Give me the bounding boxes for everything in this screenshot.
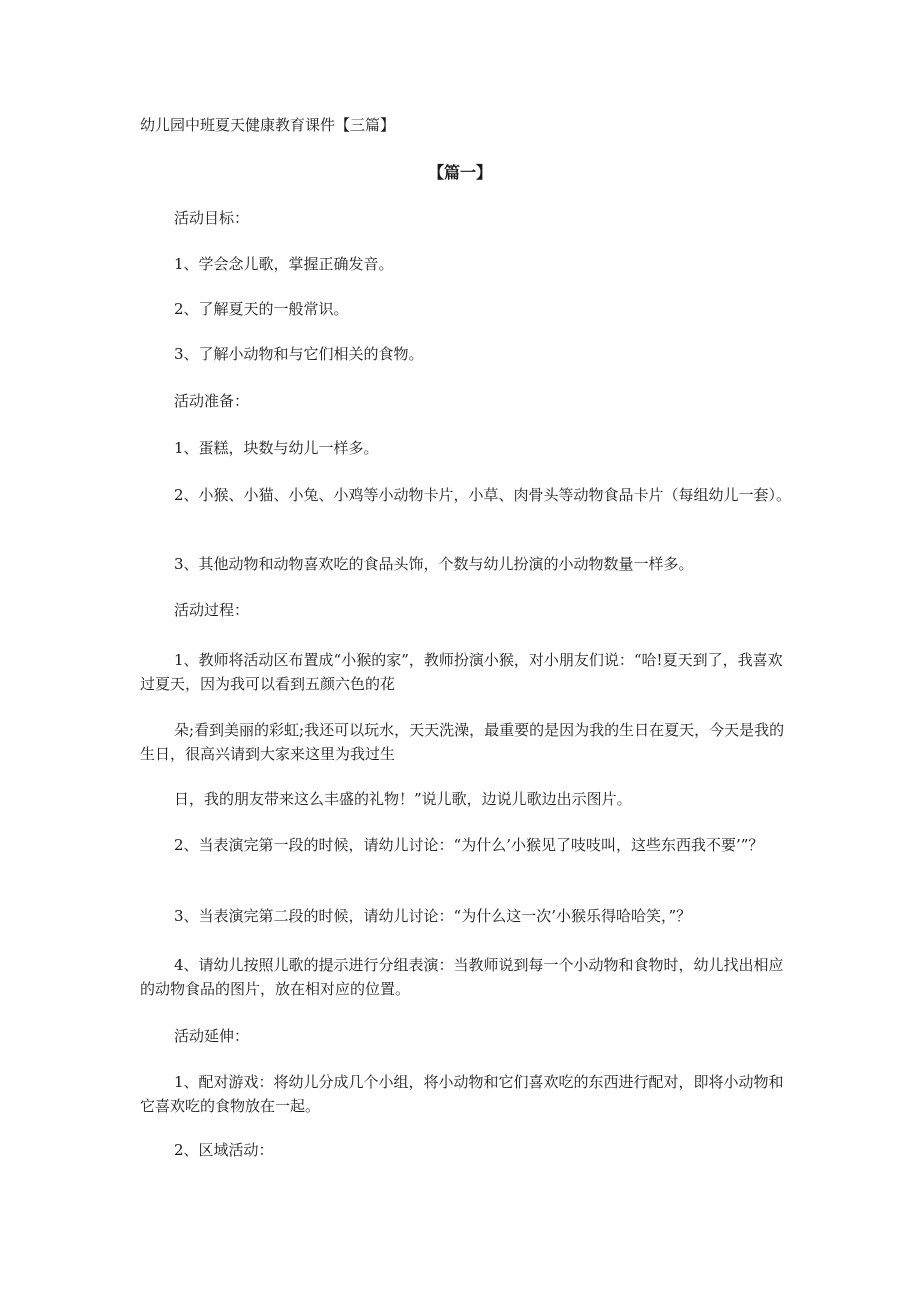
- paragraph: 1、配对游戏：将幼儿分成几个小组，将小动物和它们喜欢吃的东西进行配对，即将小动物和它喜欢吃的食物放在一起。: [140, 1073, 784, 1115]
- paragraph: 1、教师将活动区布置成“小猴的家”，教师扮演小猴，对小朋友们说：“哈!夏天到了，我喜欢过夏天，因为我可以看到五颜六色的花: [140, 651, 783, 693]
- paragraph: 3、了解小动物和与它们相关的食物。: [174, 345, 424, 363]
- paragraph: 日，我的朋友带来这么丰盛的礼物！”说儿歌，边说儿歌边出示图片。: [174, 790, 632, 808]
- paragraph: 活动过程：: [174, 601, 250, 619]
- paragraph: 活动延伸：: [174, 1027, 250, 1045]
- paragraph: 活动目标：: [174, 209, 250, 227]
- paragraph: 1、学会念儿歌，掌握正确发音。: [174, 255, 394, 273]
- section-heading: 【篇一】: [427, 163, 492, 182]
- paragraph: 2、了解夏天的一般常识。: [174, 300, 349, 318]
- paragraph: 3、当表演完第二段的时候，请幼儿讨论：“为什么这一次’小猴乐得哈哈笑，”？: [174, 907, 692, 925]
- paragraph: 朵;看到美丽的彩虹;我还可以玩水，天天洗澡，最重要的是因为我的生日在夏天，今天是我的生日，很高兴请到大家来这里为我过生: [140, 721, 785, 763]
- paragraph: 活动准备：: [174, 392, 250, 410]
- paragraph: 2、小猴、小猫、小兔、小鸡等小动物卡片，小草、肉骨头等动物食品卡片（每组幼儿一套）。: [174, 486, 792, 504]
- paragraph: 1、蛋糕，块数与幼儿一样多。: [174, 439, 379, 457]
- paragraph: 2、当表演完第一段的时候，请幼儿讨论：“为什么’小猴见了吱吱叫，这些东西我不要’”？: [174, 836, 764, 854]
- paragraph: 4、请幼儿按照儿歌的提示进行分组表演：当教师说到每一个小动物和食物时，幼儿找出相应的动物食品的图片，放在相对应的位置。: [140, 956, 784, 998]
- paragraph: 3、其他动物和动物喜欢吃的食品头饰，个数与幼儿扮演的小动物数量一样多。: [174, 555, 694, 573]
- paragraph: 2、区域活动：: [174, 1141, 274, 1159]
- document-title: 幼儿园中班夏天健康教育课件【三篇】: [140, 116, 396, 134]
